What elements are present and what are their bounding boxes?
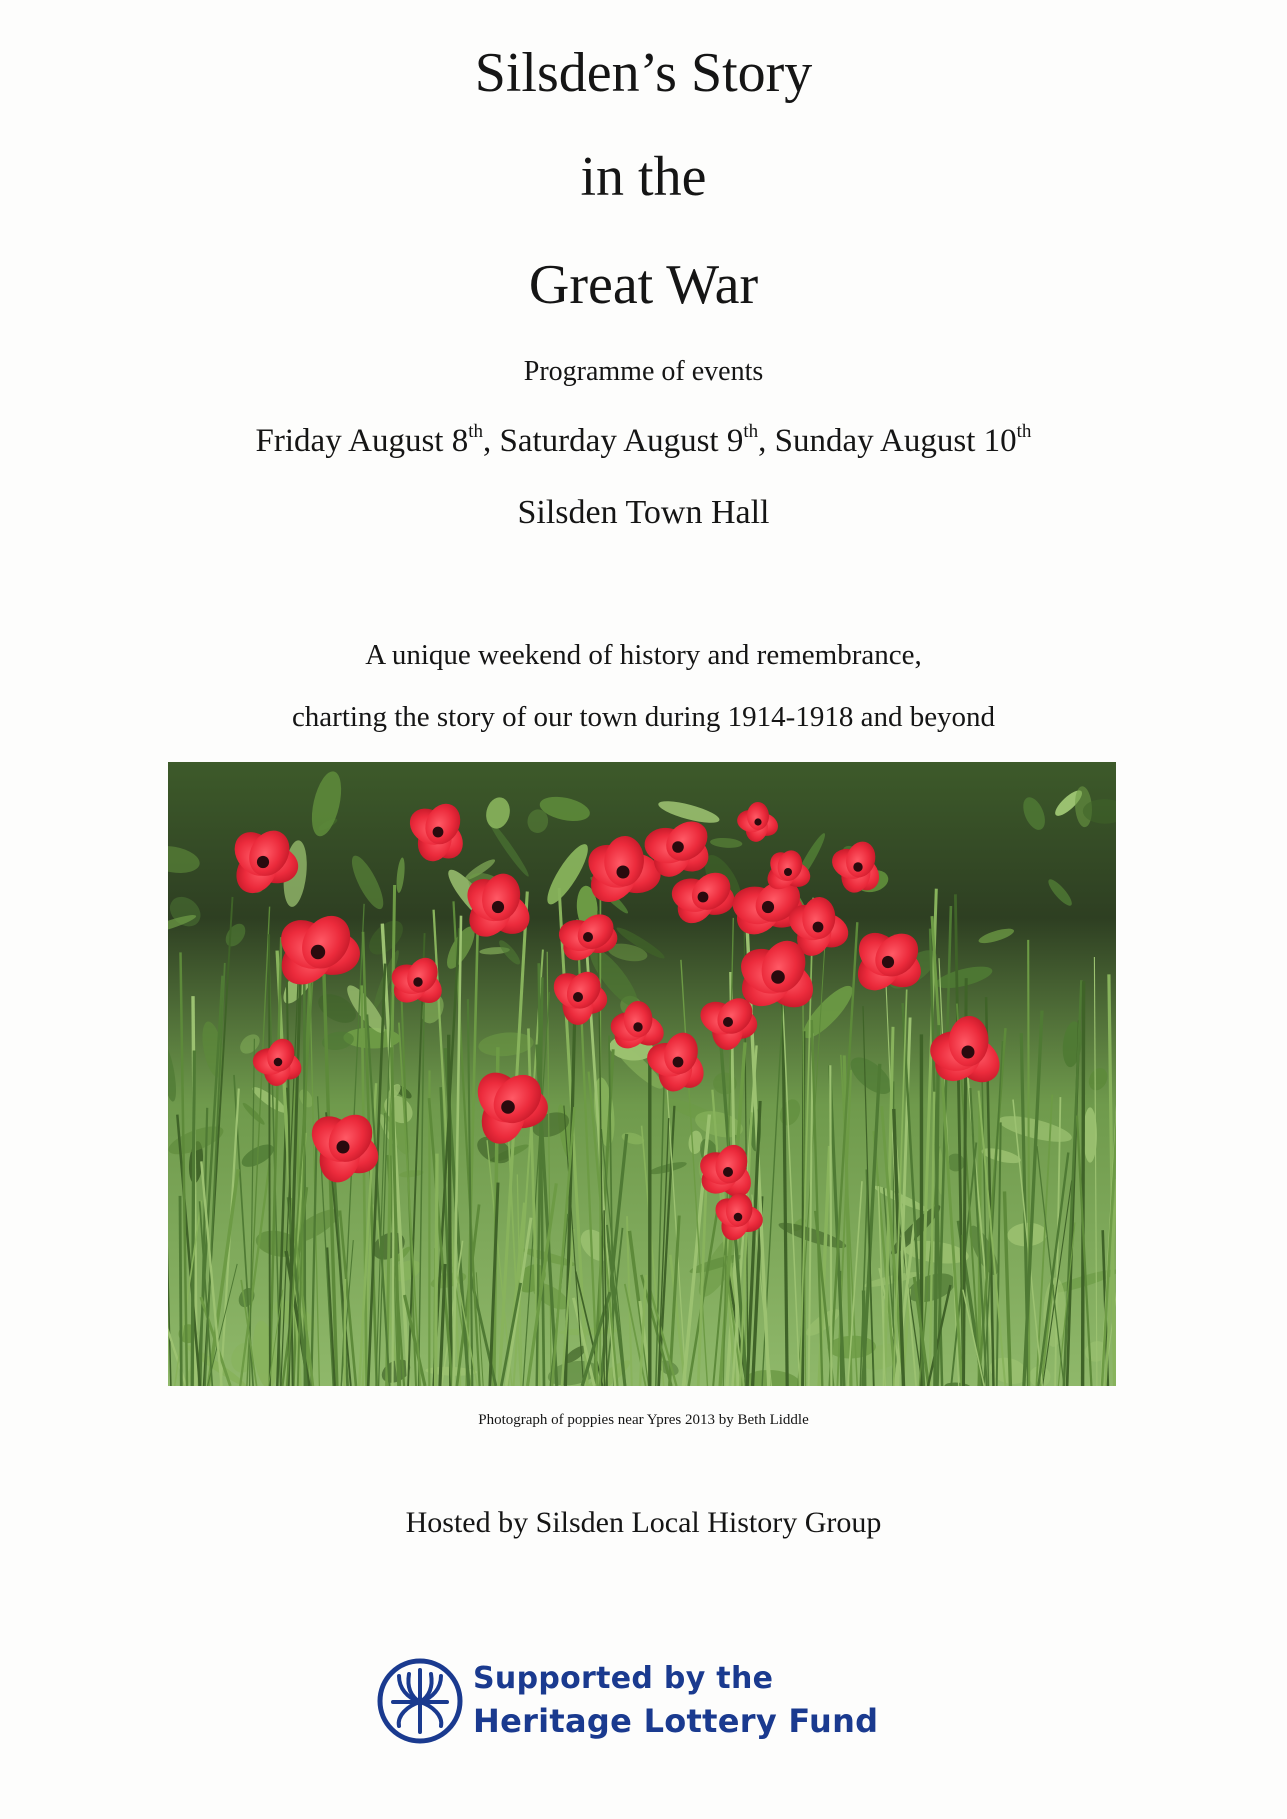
title-line-2: in the — [580, 146, 707, 208]
programme-subtitle: Programme of events — [523, 356, 764, 387]
date-sunday: , Sunday August 10 — [758, 423, 1017, 459]
grass-blade — [192, 1051, 194, 1387]
title-line-1: Silsden’s Story — [474, 42, 813, 104]
event-dates — [0, 420, 1287, 462]
host-line: Hosted by Silsden Local History Group — [405, 1506, 882, 1539]
tagline-line-1: A unique weekend of history and remembrance, — [365, 639, 922, 671]
sponsor-line-1: Supported by the — [473, 1661, 774, 1696]
date-friday-suffix: th — [468, 421, 484, 442]
date-saturday: , Saturday August 9 — [483, 423, 744, 459]
poppies-illustration — [168, 762, 1116, 1386]
grass-blade — [269, 934, 270, 1386]
photo-caption: Photograph of poppies near Ypres 2013 by Beth Liddle — [478, 1412, 809, 1428]
venue: Silsden Town Hall — [517, 494, 770, 531]
sponsor-line-2: Heritage Lottery Fund — [473, 1702, 879, 1740]
date-friday: Friday August 8 — [255, 423, 469, 459]
date-saturday-suffix: th — [743, 421, 759, 442]
heritage-lottery-fund-logo-icon — [377, 1658, 463, 1744]
grass-blade — [436, 1154, 437, 1386]
grass-blade — [1083, 981, 1084, 1386]
grass-blade — [830, 1065, 831, 1386]
tagline-line-2: charting the story of our town during 1914-1918 and beyond — [291, 701, 996, 733]
date-sunday-suffix: th — [1016, 421, 1032, 442]
sponsor-text — [473, 1658, 913, 1742]
poppies-photo — [168, 762, 1116, 1386]
title-line-3: Great War — [528, 254, 759, 316]
grass-blade — [180, 1196, 181, 1386]
sponsor-block — [377, 1650, 907, 1760]
